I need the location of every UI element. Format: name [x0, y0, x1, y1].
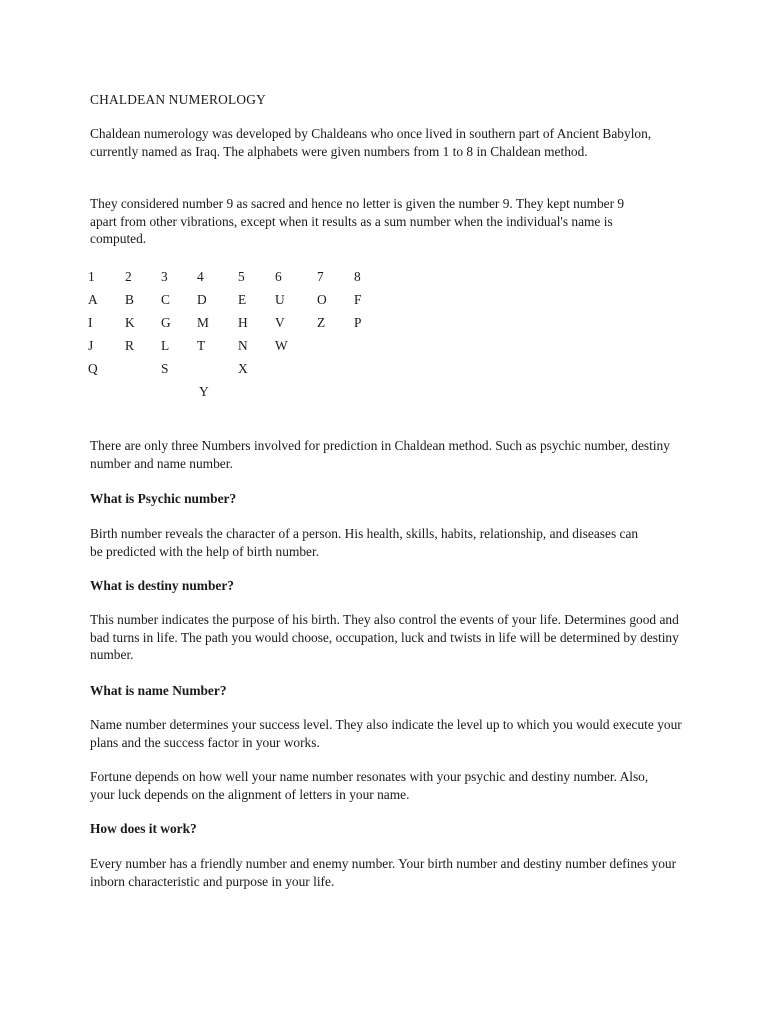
how-it-works-heading: How does it work? — [90, 821, 197, 836]
how-it-works-paragraph: Every number has a friendly number and enemy number. Your birth number and destiny number defines your inborn characteristic and purpose in your life. — [90, 856, 677, 889]
name-number-paragraph: Name number determines your success level. They also indicate the level up to which you would execute your plans and the success factor in your works. — [90, 717, 682, 750]
destiny-number-paragraph: This number indicates the purpose of his birth. They also control the events of your life. Determines good and bad turns in life. The path you would choose, occupation, luck and twists in life will be determined by destiny number. — [90, 612, 679, 663]
table-cell: A — [88, 292, 98, 307]
table-cell: T — [197, 338, 206, 353]
table-header-cell: 2 — [125, 269, 132, 284]
table-cell: J — [88, 338, 94, 353]
name-number-heading: What is name Number? — [90, 683, 227, 698]
intro-paragraph: Chaldean numerology was developed by Chaldeans who once lived in southern part of Ancient Babylon, currently named as Iraq. The alphabets were given numbers from 1 to 8 in Chaldean method. — [90, 126, 652, 159]
table-cell: X — [238, 361, 248, 376]
table-header-cell: 1 — [88, 269, 95, 284]
table-cell: C — [161, 292, 170, 307]
table-cell: D — [197, 292, 207, 307]
table-cell: U — [275, 292, 285, 307]
table-header-cell: 7 — [317, 269, 324, 284]
table-cell: H — [238, 315, 248, 330]
table-cell: F — [354, 292, 362, 307]
table-cell: R — [125, 338, 134, 353]
three-numbers-paragraph: There are only three Numbers involved for prediction in Chaldean method. Such as psychic number, destiny number and name number. — [90, 438, 670, 471]
table-cell: W — [275, 338, 288, 353]
table-cell: L — [161, 338, 170, 353]
table-cell: Q — [88, 361, 98, 376]
sacred-number-paragraph: They considered number 9 as sacred and hence no letter is given the number 9. They kept number 9 apart from other vibrations, except when it results as a sum number when the individual's name is computed. — [90, 196, 625, 247]
table-header-cell: 8 — [354, 269, 361, 284]
destiny-number-heading: What is destiny number? — [90, 578, 234, 593]
table-cell: P — [354, 315, 362, 330]
table-cell: Z — [317, 315, 326, 330]
table-cell: E — [238, 292, 247, 307]
table-header-cell: 6 — [275, 269, 282, 284]
table-cell: B — [125, 292, 134, 307]
table-header-cell: 3 — [161, 269, 168, 284]
table-cell: O — [317, 292, 327, 307]
table-header-cell: 4 — [197, 269, 204, 284]
fortune-paragraph: Fortune depends on how well your name number resonates with your psychic and destiny number. Also, your luck depends on the alignment of letters in your name. — [90, 769, 649, 802]
table-cell: I — [88, 315, 93, 330]
table-cell: S — [161, 361, 169, 376]
table-cell: M — [197, 315, 209, 330]
table-header-cell: 5 — [238, 269, 245, 284]
psychic-number-paragraph: Birth number reveals the character of a person. His health, skills, habits, relationship, and diseases can be predicted with the help of birth number. — [90, 526, 639, 559]
table-cell: K — [125, 315, 135, 330]
psychic-number-heading: What is Psychic number? — [90, 491, 237, 506]
table-cell: N — [238, 338, 248, 353]
page-title: CHALDEAN NUMEROLOGY — [90, 92, 267, 107]
table-cell: V — [275, 315, 285, 330]
table-cell: G — [161, 315, 171, 330]
table-cell: Y — [199, 384, 209, 399]
